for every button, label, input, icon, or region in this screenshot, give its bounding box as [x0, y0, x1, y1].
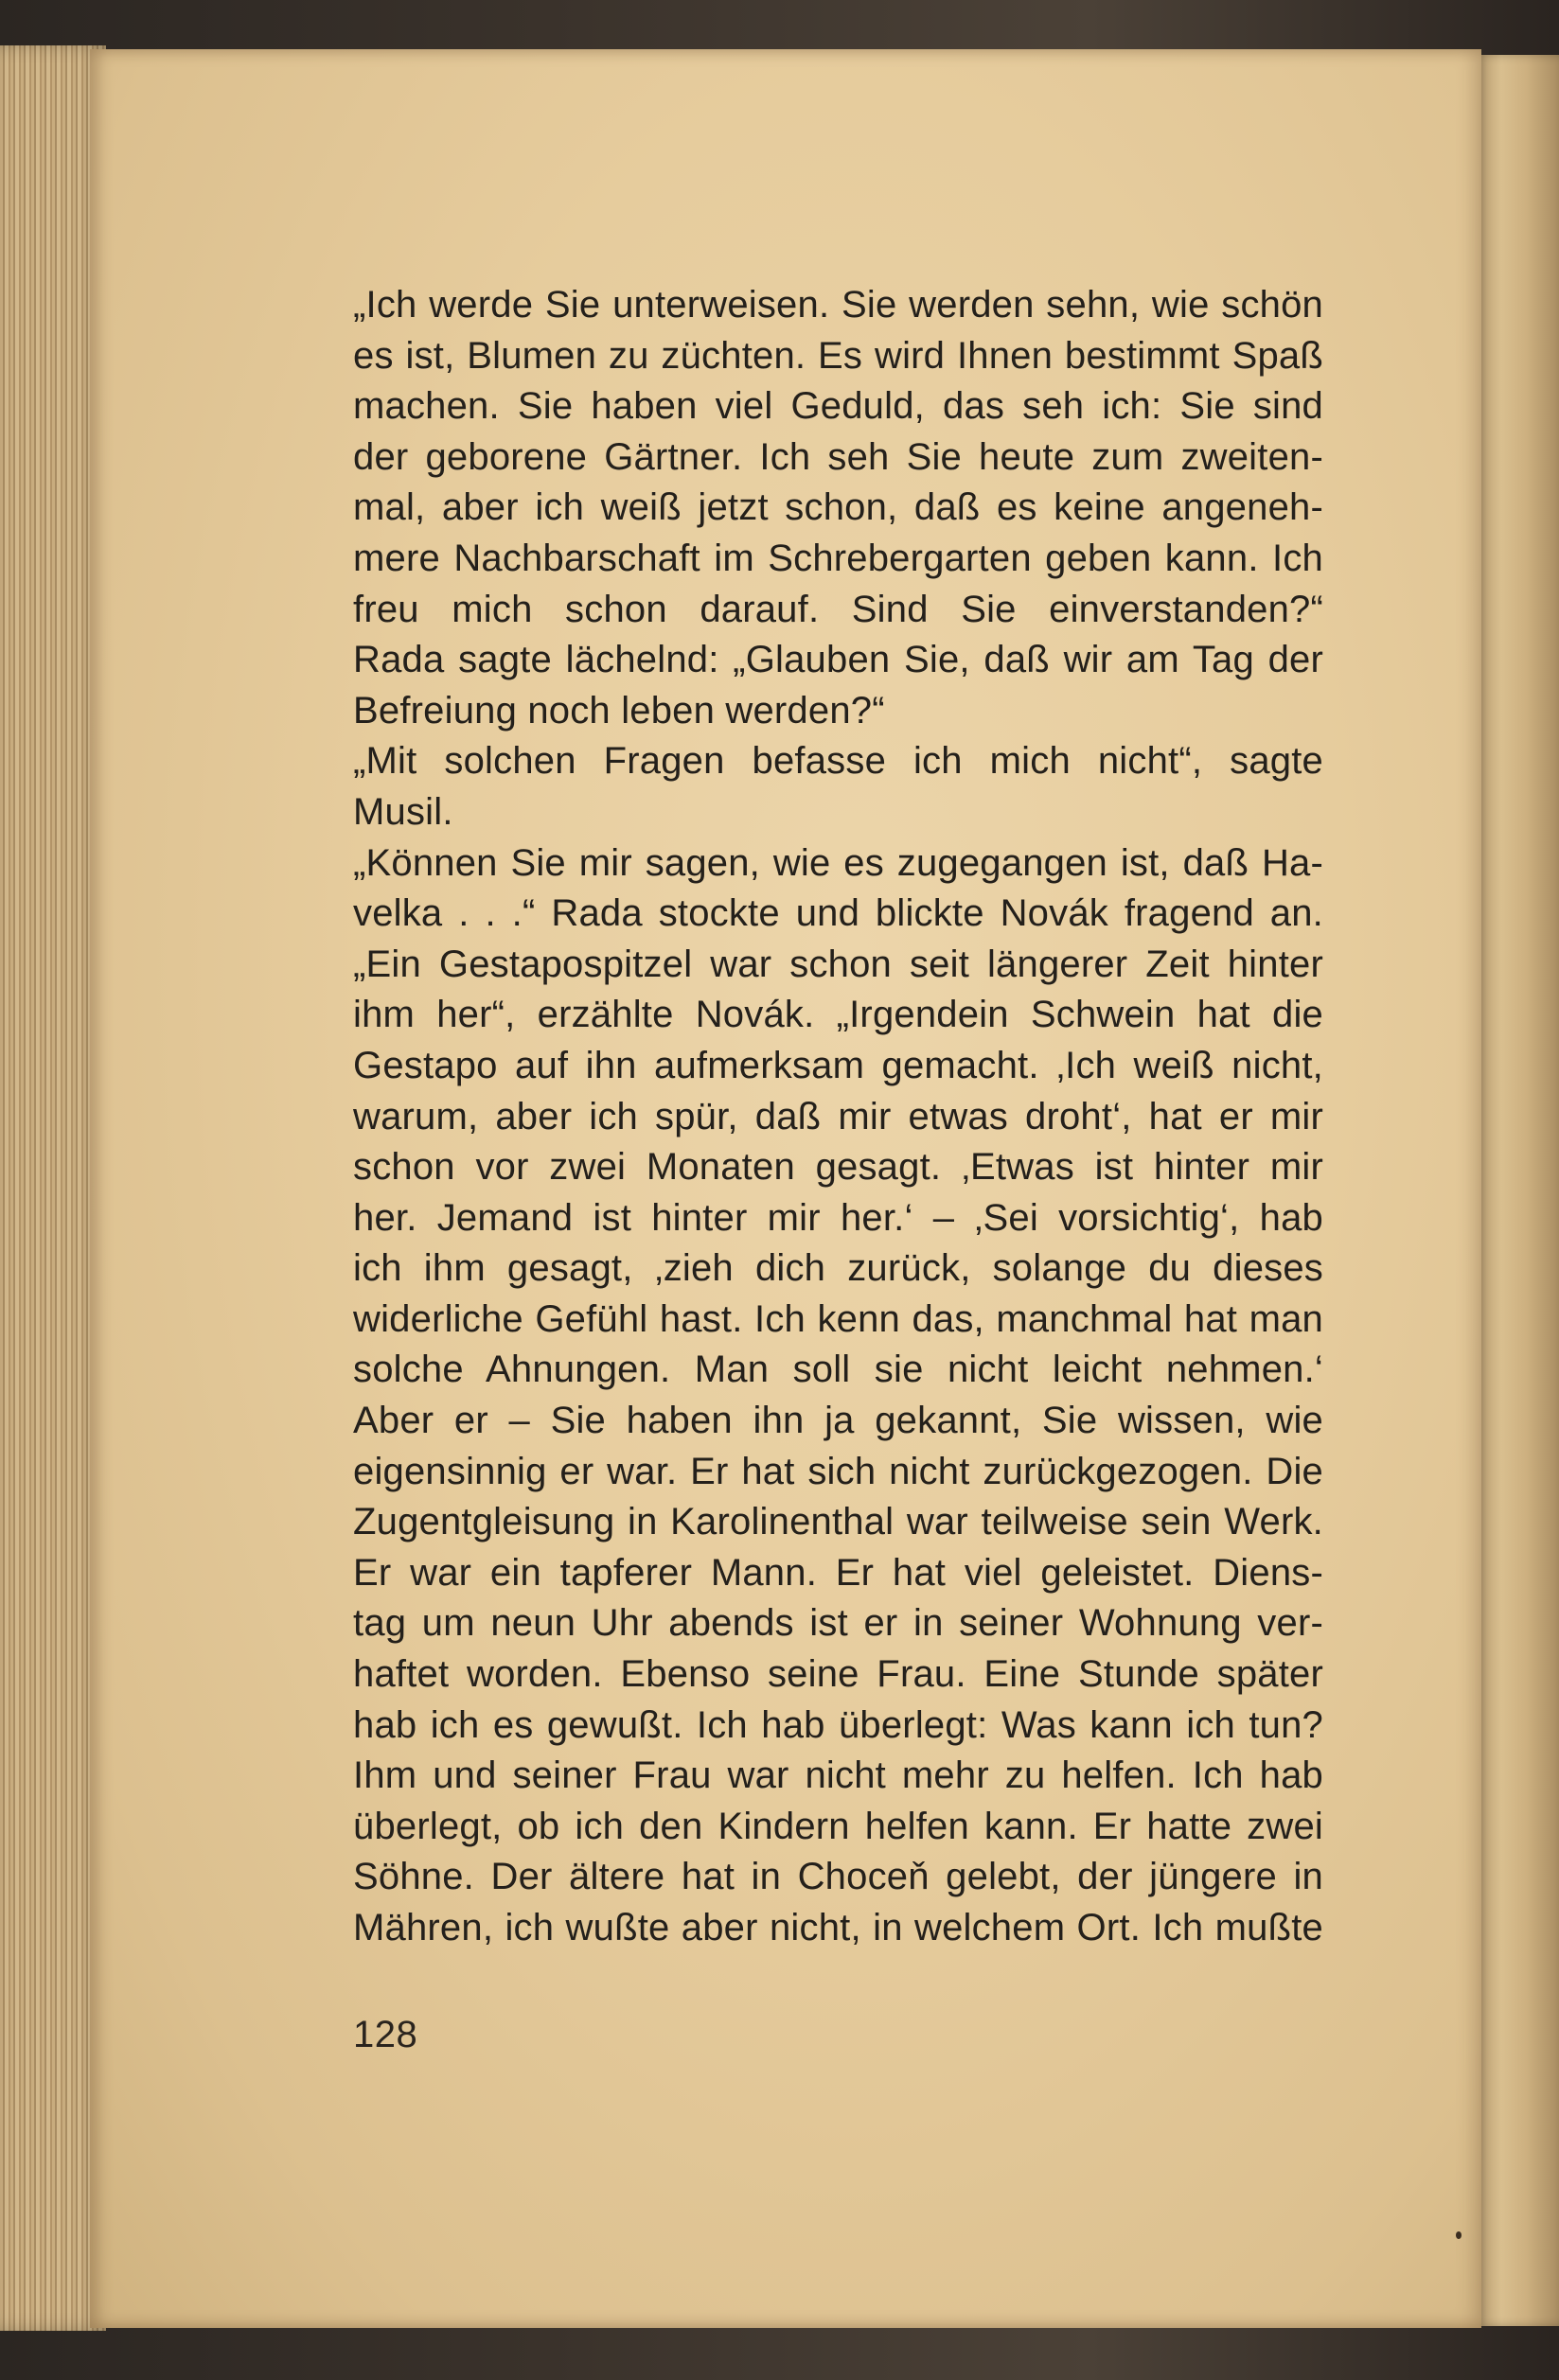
- text-line: ich ihm gesagt, ‚zieh dich zurück, solange du dieses: [353, 1247, 1323, 1290]
- page-edge-right: [1477, 55, 1559, 2326]
- text-line: tag um neun Uhr abends ist er in seiner Wohnung ver-: [353, 1602, 1323, 1645]
- text-line: solche Ahnungen. Man soll sie nicht leicht nehmen.‘: [353, 1349, 1323, 1391]
- text-line: Mähren, ich wußte aber nicht, in welchem Ort. Ich mußte: [353, 1907, 1323, 1948]
- text-line: „Mit solchen Fragen befasse ich mich nicht“, sagte: [353, 740, 1323, 783]
- text-line: Er war ein tapferer Mann. Er hat viel geleistet. Diens-: [353, 1551, 1323, 1594]
- text-line: freu mich schon darauf. Sind Sie einverstanden?“: [353, 588, 1323, 630]
- text-line: mal, aber ich weiß jetzt schon, daß es keine angeneh-: [353, 486, 1323, 529]
- text-line: hab ich es gewußt. Ich hab überlegt: Was kann ich tun?: [353, 1703, 1323, 1746]
- page-number: 128: [353, 2014, 418, 2055]
- text-line: „Können Sie mir sagen, wie es zugegangen ist, daß Ha-: [353, 841, 1323, 884]
- text-line: widerliche Gefühl hast. Ich kenn das, manchmal hat man: [353, 1297, 1323, 1340]
- text-line: mere Nachbarschaft im Schrebergarten geben kann. Ich: [353, 537, 1323, 579]
- body-text: [353, 280, 1323, 1954]
- text-line: her. Jemand ist hinter mir her.‘ – ‚Sei vorsichtig‘, hab: [353, 1196, 1323, 1239]
- text-line: Musil.: [353, 790, 453, 833]
- text-line: Befreiung noch leben werden?“: [353, 689, 885, 732]
- text-line: „Ich werde Sie unterweisen. Sie werden sehn, wie schön: [353, 284, 1323, 326]
- text-line: haftet worden. Ebenso seine Frau. Eine Stunde später: [353, 1653, 1323, 1696]
- text-line: eigensinnig er war. Er hat sich nicht zurückgezogen. Die: [353, 1450, 1323, 1492]
- text-line: „Ein Gestapospitzel war schon seit längerer Zeit hinter: [353, 943, 1323, 985]
- text-line: Söhne. Der ältere hat in Choceň gelebt, der jüngere in: [353, 1856, 1323, 1898]
- text-line: schon vor zwei Monaten gesagt. ‚Etwas ist hinter mir: [353, 1146, 1323, 1189]
- text-line: velka . . .“ Rada stockte und blickte Novák fragend an.: [353, 892, 1323, 935]
- text-line: Ihm und seiner Frau war nicht mehr zu helfen. Ich hab: [353, 1754, 1323, 1797]
- text-line: Zugentgleisung in Karolinenthal war teilweise sein Werk.: [353, 1501, 1323, 1543]
- text-line: der geborene Gärtner. Ich seh Sie heute zum zweiten-: [353, 435, 1323, 478]
- text-line: überlegt, ob ich den Kindern helfen kann. Er hatte zwei: [353, 1805, 1323, 1847]
- ink-speck: [1456, 2231, 1462, 2239]
- text-line: Rada sagte lächelnd: „Glauben Sie, daß wir am Tag der: [353, 639, 1323, 681]
- text-line: warum, aber ich spür, daß mir etwas droht‘, hat er mir: [353, 1095, 1323, 1137]
- text-line: Aber er – Sie haben ihn ja gekannt, Sie wissen, wie: [353, 1400, 1323, 1442]
- text-line: Gestapo auf ihn aufmerksam gemacht. ‚Ich weiß nicht,: [353, 1044, 1323, 1086]
- text-line: machen. Sie haben viel Geduld, das seh ich: Sie sind: [353, 385, 1323, 428]
- text-line: es ist, Blumen zu züchten. Es wird Ihnen bestimmt Spaß: [353, 334, 1323, 377]
- text-line: ihm her“, erzählte Novák. „Irgendein Schwein hat die: [353, 994, 1323, 1036]
